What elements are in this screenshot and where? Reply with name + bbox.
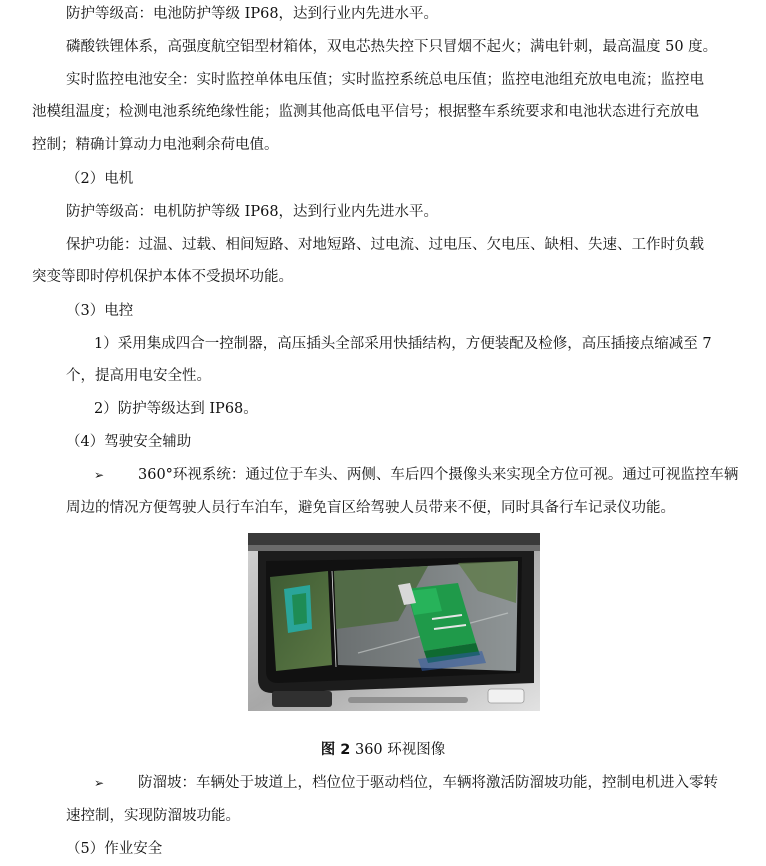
paragraph-battery-chemistry: 磷酸铁锂体系，高强度航空铝型材箱体，双电芯热失控下只冒烟不起火；满电针刺，最高温度 50 度。 — [66, 39, 718, 55]
paragraph-controller-line-2: 个，提高用电安全性。 — [66, 368, 211, 384]
bullet-360-view-line-2: 周边的情况方便驾驶人员行车泊车，避免盲区给驾驶人员带来不便，同时具备行车记录仪功能。 — [66, 500, 675, 516]
car-display-photo-icon — [248, 533, 540, 711]
bullet-anti-rollback-line-1 — [94, 773, 718, 793]
bullet-arrow-icon: ➢ — [94, 468, 105, 482]
bullet-arrow-icon: ➢ — [94, 776, 105, 790]
paragraph-controller-ip68: 2）防护等级达到 IP68。 — [94, 401, 258, 417]
heading-driving-assist: （4）驾驶安全辅助 — [66, 434, 192, 450]
bullet-anti-rollback-text: 防溜坡：车辆处于坡道上，档位位于驱动档位，车辆将激活防溜坡功能，控制电机进入零转 — [138, 775, 718, 791]
bullet-360-view-text: 360°环视系统：通过位于车头、两侧、车后四个摄像头来实现全方位可视。通过可视监控车辆 — [138, 467, 739, 483]
paragraph-motor-functions-line-2: 突变等即时停机保护本体不受损坏功能。 — [32, 269, 293, 285]
heading-motor: （2）电机 — [66, 171, 134, 187]
heading-work-safety: （5）作业安全 — [66, 841, 163, 857]
heading-electric-control: （3）电控 — [66, 303, 134, 319]
bullet-anti-rollback-line-2: 速控制，实现防溜坡功能。 — [66, 808, 240, 824]
figure-caption — [0, 740, 766, 760]
paragraph-battery-monitoring-line-1: 实时监控电池安全：实时监控单体电压值；实时监控系统总电压值；监控电池组充放电电流；监控电 — [66, 72, 704, 88]
paragraph-motor-protection: 防护等级高：电机防护等级 IP68，达到行业内先进水平。 — [66, 204, 439, 220]
bullet-360-view-line-1 — [94, 465, 738, 485]
figure-caption-text: 360 环视图像 — [350, 742, 446, 758]
paragraph-motor-functions-line-1: 保护功能：过温、过载、相间短路、对地短路、过电流、过电压、欠电压、缺相、失速、工作时负载 — [66, 237, 704, 253]
paragraph-battery-protection: 防护等级高：电池防护等级 IP68，达到行业内先进水平。 — [66, 6, 439, 22]
figure-caption-label: 图 2 — [320, 742, 351, 758]
figure-360-view-image — [248, 533, 540, 711]
paragraph-battery-monitoring-line-2: 池模组温度；检测电池系统绝缘性能；监测其他高低电平信号；根据整车系统要求和电池状态进行充放电 — [32, 104, 699, 120]
paragraph-controller-line-1: 1）采用集成四合一控制器，高压插头全部采用快插结构，方便装配及检修，高压插接点缩减至 7 — [94, 336, 712, 352]
paragraph-battery-monitoring-line-3: 控制；精确计算动力电池剩余荷电值。 — [32, 137, 279, 153]
